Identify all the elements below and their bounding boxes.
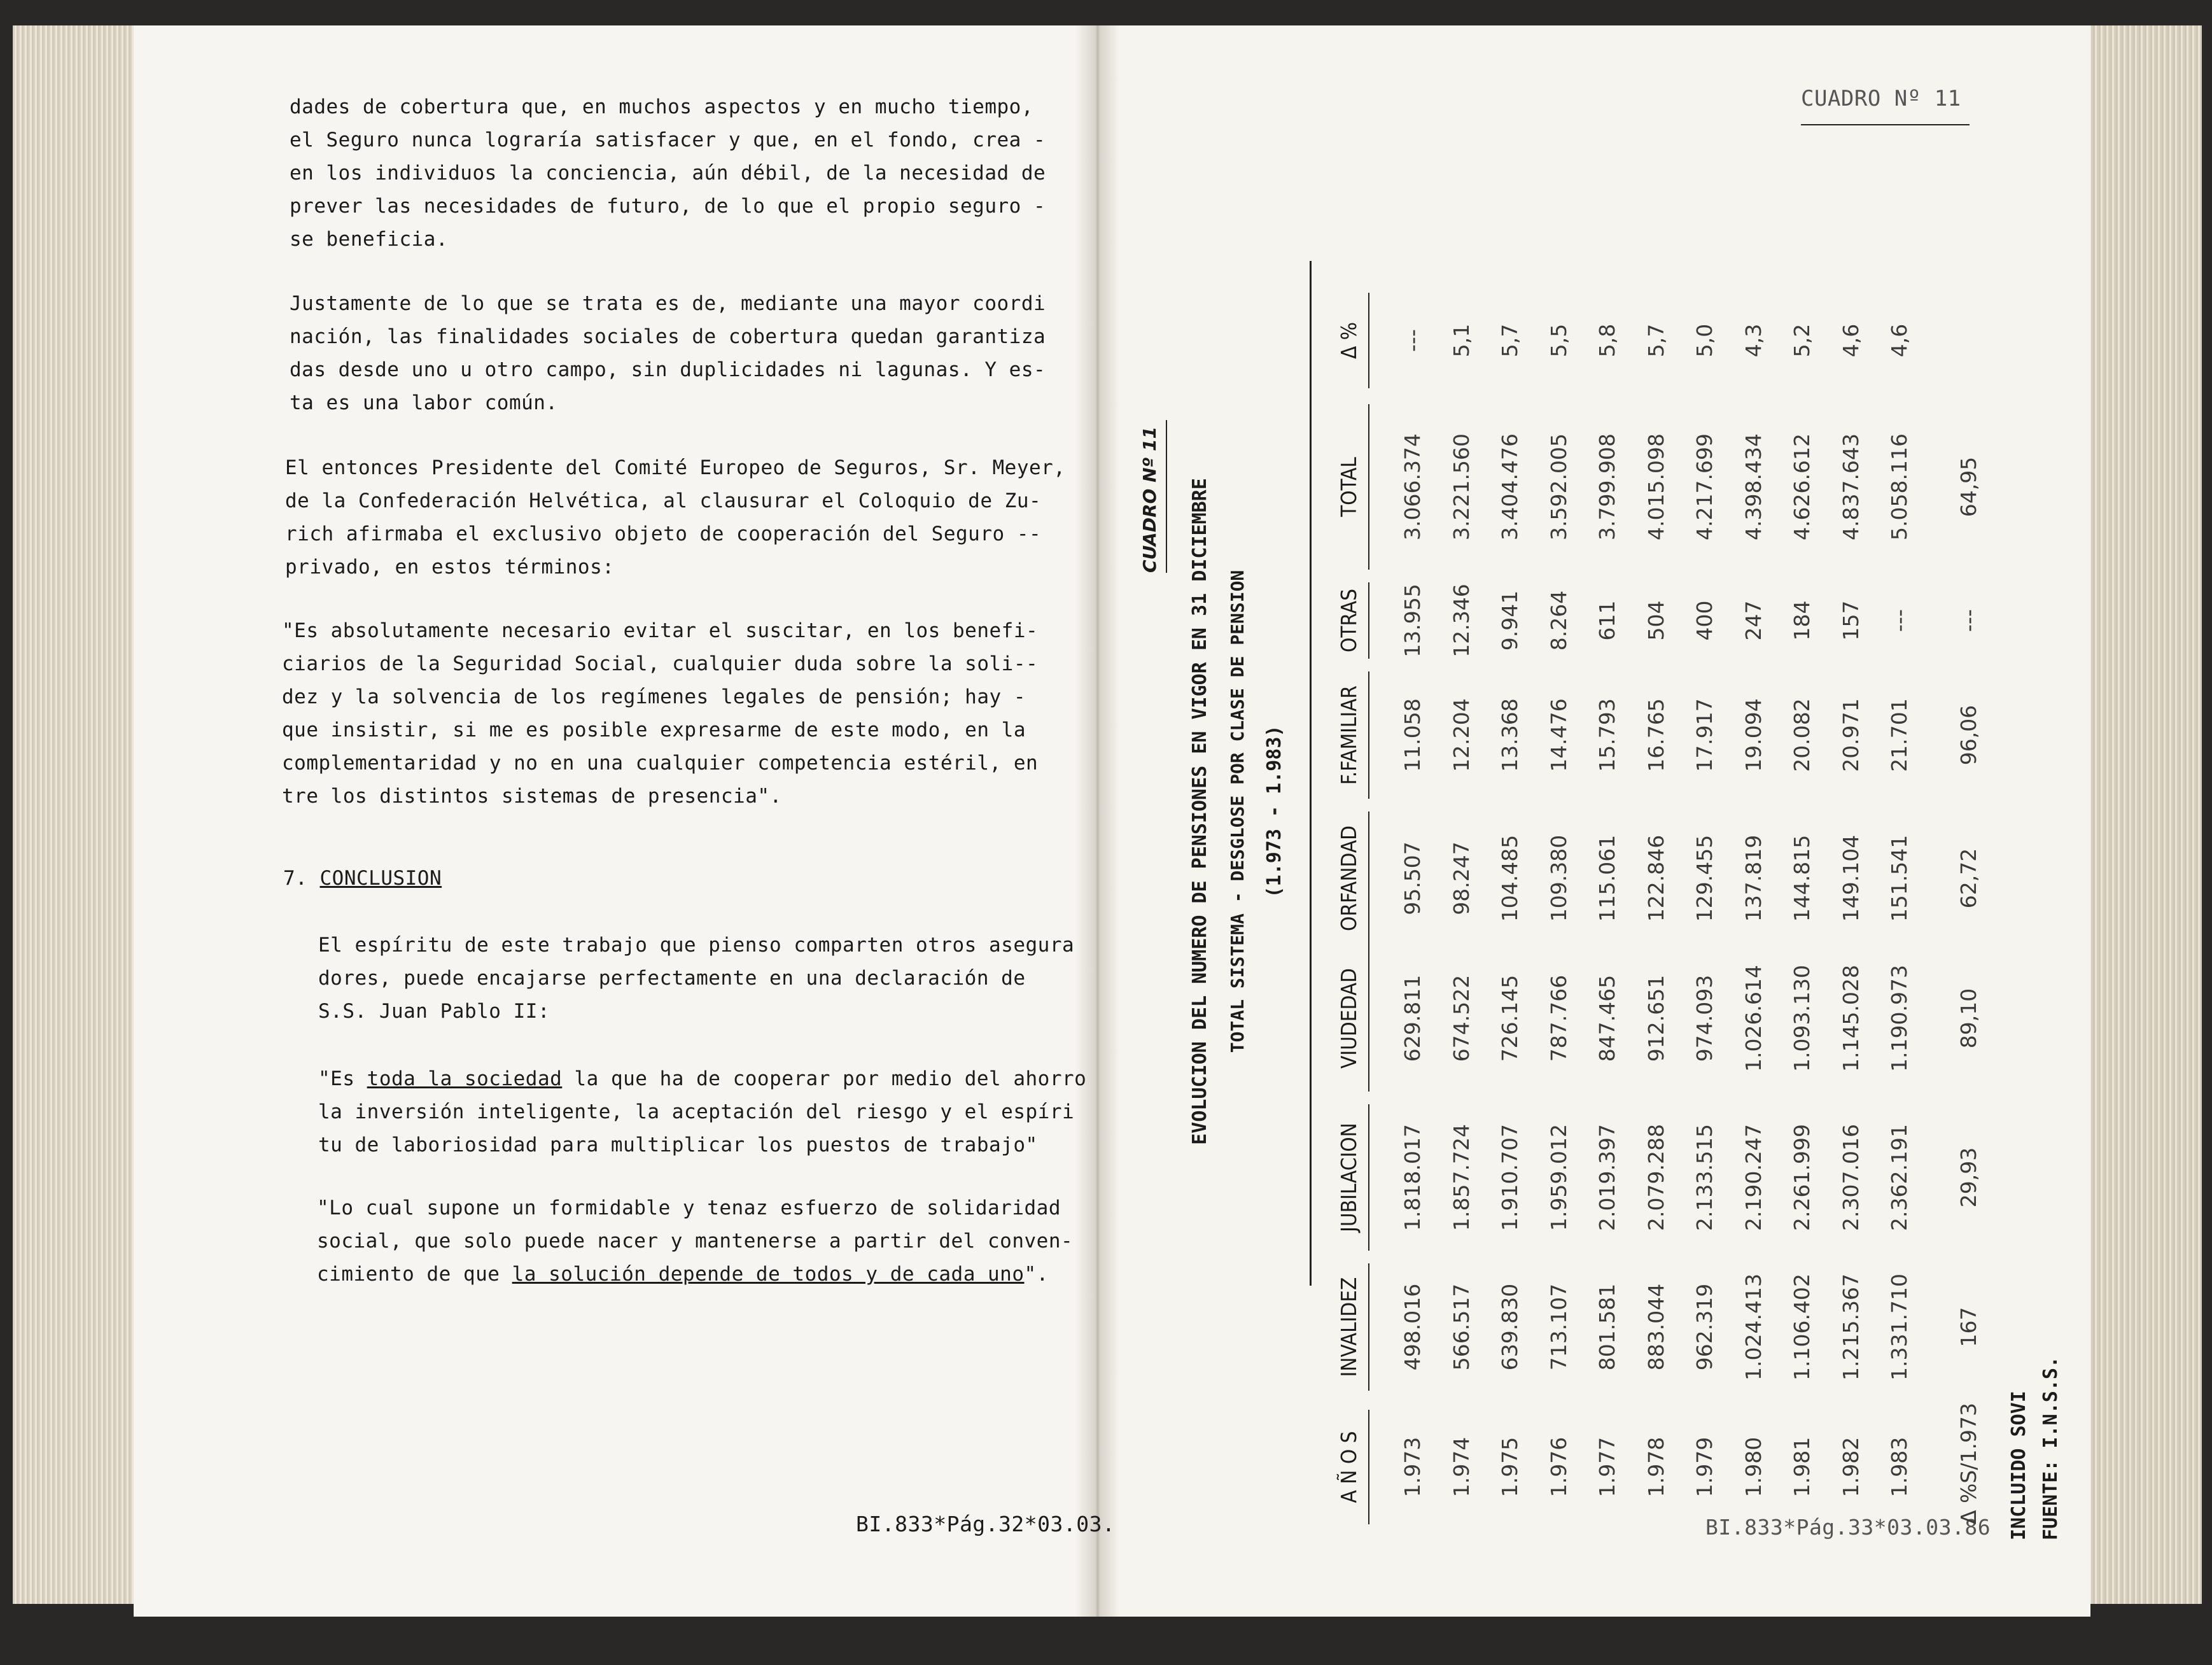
table-cell: 5.058.116: [1887, 433, 1912, 540]
column-header: F.FAMILIAR: [1336, 685, 1361, 785]
header-underline: [1368, 671, 1369, 799]
rotated-table-block: [1139, 83, 2062, 1540]
text-line: El espíritu de este trabajo que pienso comparten otros asegura: [318, 934, 1075, 957]
table-cell: 1.093.130: [1789, 965, 1814, 1072]
table-period: (1.973 - 1.983): [1263, 725, 1285, 898]
table-cell: 167: [1956, 1307, 1981, 1347]
column-header: TOTAL: [1336, 457, 1361, 517]
text-line: "Lo cual supone un formidable y tenaz esfuerzo de solidaridad: [317, 1197, 1061, 1219]
quote-rest: la que ha de cooperar por medio del ahorro: [574, 1067, 1087, 1090]
section-heading: [283, 862, 442, 894]
quote-open: "Es: [318, 1067, 367, 1090]
table-cell: 151.541: [1887, 834, 1912, 922]
table-cell: 12.204: [1448, 698, 1474, 772]
table-cell: 129.455: [1692, 834, 1717, 922]
table-cell: 4.217.699: [1692, 433, 1717, 540]
table-cell: 2.079.288: [1643, 1124, 1669, 1231]
table-cell: 15.793: [1595, 698, 1620, 772]
text-line: el Seguro nunca lograría satisfacer y que, en el fondo, crea -: [290, 129, 1046, 151]
table-cell: 8.264: [1546, 590, 1571, 651]
table-cell: 912.651: [1643, 974, 1669, 1062]
table-cell: 4.626.612: [1789, 433, 1814, 540]
table-cell: 98.247: [1448, 841, 1474, 915]
header-underline: [1368, 293, 1369, 388]
text-line: se beneficia.: [290, 228, 449, 251]
table-cell: 5,2: [1789, 323, 1814, 358]
table-cell: 1.190.973: [1887, 965, 1912, 1072]
table-cell: 1.981: [1789, 1437, 1814, 1498]
header-underline: [1368, 404, 1369, 570]
table-cell: ---: [1887, 609, 1912, 632]
table-cell: 2.307.016: [1838, 1124, 1863, 1231]
table-cell: 5,8: [1595, 323, 1620, 358]
closing-start: cimiento de que: [317, 1263, 500, 1286]
table-cell: 1.983: [1887, 1437, 1912, 1498]
text-line: El entonces Presidente del Comité Europeo de Seguros, Sr. Meyer,: [285, 456, 1066, 479]
table-cell: 137.819: [1740, 834, 1766, 922]
text-line: tre los distintos sistemas de presencia".: [282, 785, 782, 808]
text-line: de la Confederación Helvética, al clausurar el Coloquio de Zu-: [285, 489, 1042, 512]
section-title: CONCLUSION: [319, 867, 442, 890]
table-cell: 1.024.413: [1740, 1274, 1766, 1380]
table-cell: 2.019.397: [1595, 1124, 1620, 1231]
header-underline: [1368, 1104, 1369, 1251]
table-cell: 1.215.367: [1838, 1274, 1863, 1380]
table-cell: 611: [1595, 600, 1620, 641]
table-cell: 974.093: [1692, 974, 1717, 1062]
book-gutter: [1075, 25, 1120, 1617]
table-source: FUENTE: I.N.S.S.: [2040, 1356, 2062, 1540]
table-cell: 674.522: [1448, 974, 1474, 1062]
text-line: que insistir, si me es posible expresarme de este modo, en la: [282, 719, 1026, 741]
table-cell: 62,72: [1956, 848, 1981, 909]
table-cell: 11.058: [1400, 698, 1425, 772]
table-cell: 1.976: [1546, 1437, 1571, 1498]
table-cell: 1.982: [1838, 1437, 1863, 1498]
text-line: social, que solo puede nacer y mantenerse a partir del conven-: [317, 1230, 1074, 1253]
table-cell: 4.398.434: [1740, 433, 1766, 540]
table-cell: 566.517: [1448, 1283, 1474, 1371]
table-cell: 3.221.560: [1448, 433, 1474, 540]
table-cell: 157: [1838, 600, 1863, 641]
table-cell: 4,6: [1838, 323, 1863, 358]
table-cell: ---: [1956, 609, 1981, 632]
header-underline: [1368, 811, 1369, 945]
table-cell: 3.066.374: [1400, 433, 1425, 540]
text-line: prever las necesidades de futuro, de lo que el propio seguro -: [290, 195, 1046, 218]
table-cell: 787.766: [1546, 974, 1571, 1062]
table-subtitle: TOTAL SISTEMA - DESGLOSE POR CLASE DE PENSION: [1227, 570, 1248, 1053]
header-underline: [1368, 582, 1369, 659]
section-number: 7.: [283, 867, 308, 890]
closing-end: ".: [1024, 1263, 1049, 1286]
column-header: VIUDEDAD: [1336, 968, 1361, 1069]
table-cell: 21.701: [1887, 698, 1912, 772]
table-cell: 2.190.247: [1740, 1124, 1766, 1231]
table-cell: 144.815: [1789, 834, 1814, 922]
table-cell: 4,3: [1740, 323, 1766, 358]
page-footer-right: BI.833*Pág.33*03.03.86: [1705, 1515, 1991, 1540]
table-cell: 5,5: [1546, 323, 1571, 358]
text-line: nación, las finalidades sociales de cobertura quedan garantiza: [290, 325, 1046, 348]
table-cell: 13.368: [1497, 698, 1522, 772]
text-line: complementaridad y no en una cualquier competencia estéril, en: [282, 752, 1039, 775]
table-cell: 962.319: [1692, 1283, 1717, 1371]
table-cell: 16.765: [1643, 698, 1669, 772]
page-edges-right: [2087, 25, 2202, 1604]
column-header: Δ %: [1336, 322, 1361, 359]
table-cell: 1.974: [1448, 1437, 1474, 1498]
text-line: la inversión inteligente, la aceptación del riesgo y el espíri: [318, 1100, 1075, 1123]
text-line: das desde uno u otro campo, sin duplicidades ni lagunas. Y es-: [290, 358, 1046, 381]
table-cell: 400: [1692, 600, 1717, 641]
table-cell: 247: [1740, 600, 1766, 641]
table-cell: 1.979: [1692, 1437, 1717, 1498]
table-cell: 13.955: [1400, 584, 1425, 657]
table-cell: 14.476: [1546, 698, 1571, 772]
text-line: Justamente de lo que se trata es de, mediante una mayor coordi: [290, 292, 1046, 315]
table-cell: 4.015.098: [1643, 433, 1669, 540]
table-cell: 3.592.005: [1546, 433, 1571, 540]
table-cell: 1.975: [1497, 1437, 1522, 1498]
table-cell: 2.133.515: [1692, 1124, 1717, 1231]
table-cell: 1.910.707: [1497, 1124, 1522, 1231]
table-cell: 498.016: [1400, 1283, 1425, 1371]
title-rule: [1310, 261, 1312, 1286]
table-cell: 883.044: [1643, 1283, 1669, 1371]
left-page: [134, 25, 1095, 1617]
text-line: S.S. Juan Pablo II:: [318, 1000, 550, 1023]
page-footer-left: BI.833*Pág.32*03.03.: [856, 1512, 1116, 1536]
table-cell: 629.811: [1400, 974, 1425, 1062]
text-line: "Es absolutamente necesario evitar el suscitar, en los benefi-: [282, 619, 1039, 642]
table-cell: 89,10: [1956, 988, 1981, 1049]
table-cell: 1.977: [1595, 1437, 1620, 1498]
table-cell: 20.971: [1838, 698, 1863, 772]
table-cell: 20.082: [1789, 698, 1814, 772]
text-line: dades de cobertura que, en muchos aspectos y en mucho tiempo,: [290, 95, 1033, 118]
table-cell: 847.465: [1595, 974, 1620, 1062]
table-cell: 1.026.614: [1740, 965, 1766, 1072]
table-cell: 149.104: [1838, 834, 1863, 922]
table-cell: 1.145.028: [1838, 965, 1863, 1072]
table-cell: 1.857.724: [1448, 1124, 1474, 1231]
table-cell: 726.145: [1497, 974, 1522, 1062]
text-line: en los individuos la conciencia, aún débil, de la necesidad de: [290, 162, 1046, 185]
table-cell: 1.106.402: [1789, 1274, 1814, 1380]
table-cell: 12.346: [1448, 584, 1474, 657]
table-cell: 1.980: [1740, 1437, 1766, 1498]
text-line: tu de laboriosidad para multiplicar los puestos de trabajo": [318, 1134, 1038, 1156]
column-header: A Ñ O S: [1336, 1431, 1361, 1503]
text-line: rich afirmaba el exclusivo objeto de cooperación del Seguro --: [285, 523, 1042, 545]
table-cell: Δ %S/1.973: [1956, 1403, 1981, 1524]
table-cell: 3.799.908: [1595, 433, 1620, 540]
text-line: privado, en estos términos:: [285, 556, 615, 579]
header-underline: [1368, 1410, 1369, 1524]
closing-underlined: la solución depende de todos y de cada uno: [512, 1263, 1025, 1286]
table-cell: 109.380: [1546, 834, 1571, 922]
table-cell: 19.094: [1740, 698, 1766, 772]
quote-line: [318, 1063, 1086, 1095]
cuadro-header: CUADRO Nº 11: [1801, 86, 1961, 111]
closing-line: [317, 1258, 1049, 1290]
table-cell: 639.830: [1497, 1283, 1522, 1371]
text-line: dores, puede encajarse perfectamente en una declaración de: [318, 967, 1026, 990]
table-cell: 115.061: [1595, 834, 1620, 922]
table-cell: 1.973: [1400, 1437, 1425, 1498]
quote-underlined: toda la sociedad: [367, 1067, 563, 1090]
rotated-label-rule: [1166, 420, 1167, 573]
table-title: EVOLUCION DEL NUMERO DE PENSIONES EN VIGOR EN 31 DICIEMBRE: [1189, 478, 1211, 1145]
table-cell: 504: [1643, 600, 1669, 641]
table-cell: 4.837.643: [1838, 433, 1863, 540]
table-cell: 5,7: [1497, 323, 1522, 358]
table-cell: 713.107: [1546, 1283, 1571, 1371]
header-underline: [1368, 1263, 1369, 1391]
table-cell: 95.507: [1400, 841, 1425, 915]
table-cell: 801.581: [1595, 1283, 1620, 1371]
column-header: INVALIDEZ: [1336, 1277, 1361, 1377]
table-cell: 3.404.476: [1497, 433, 1522, 540]
table-cell: 104.485: [1497, 834, 1522, 922]
table-cell: 17.917: [1692, 698, 1717, 772]
table-note: INCLUIDO SOVI: [2008, 1391, 2030, 1540]
text-line: ta es una labor común.: [290, 391, 558, 414]
table-cell: 5,0: [1692, 323, 1717, 358]
header-underline: [1368, 945, 1369, 1092]
table-cell: 29,93: [1956, 1147, 1981, 1208]
table-cell: 96,06: [1956, 705, 1981, 766]
table-cell: 4,6: [1887, 323, 1912, 358]
table-cell: 2.362.191: [1887, 1124, 1912, 1231]
text-line: dez y la solvencia de los regímenes legales de pensión; hay -: [282, 685, 1026, 708]
text-line: ciarios de la Seguridad Social, cualquier duda sobre la soli--: [282, 652, 1039, 675]
table-cell: ---: [1400, 329, 1425, 352]
page-edges-left: [13, 25, 140, 1604]
table-cell: 5,1: [1448, 323, 1474, 358]
table-cell: 122.846: [1643, 834, 1669, 922]
table-cell: 1.331.710: [1887, 1274, 1912, 1380]
table-cell: 1.959.012: [1546, 1124, 1571, 1231]
table-cell: 184: [1789, 600, 1814, 641]
column-header: ORFANDAD: [1336, 825, 1361, 931]
column-header: OTRAS: [1336, 589, 1361, 652]
table-cell: 5,7: [1643, 323, 1669, 358]
table-cell: 1.978: [1643, 1437, 1669, 1498]
table-cell: 9.941: [1497, 590, 1522, 651]
cuadro-label-rotated: CUADRO Nº 11: [1139, 426, 1160, 573]
table-cell: 1.818.017: [1400, 1124, 1425, 1231]
column-header: JUBILACION: [1336, 1123, 1361, 1232]
table-cell: 64,95: [1956, 456, 1981, 517]
table-cell: 2.261.999: [1789, 1124, 1814, 1231]
